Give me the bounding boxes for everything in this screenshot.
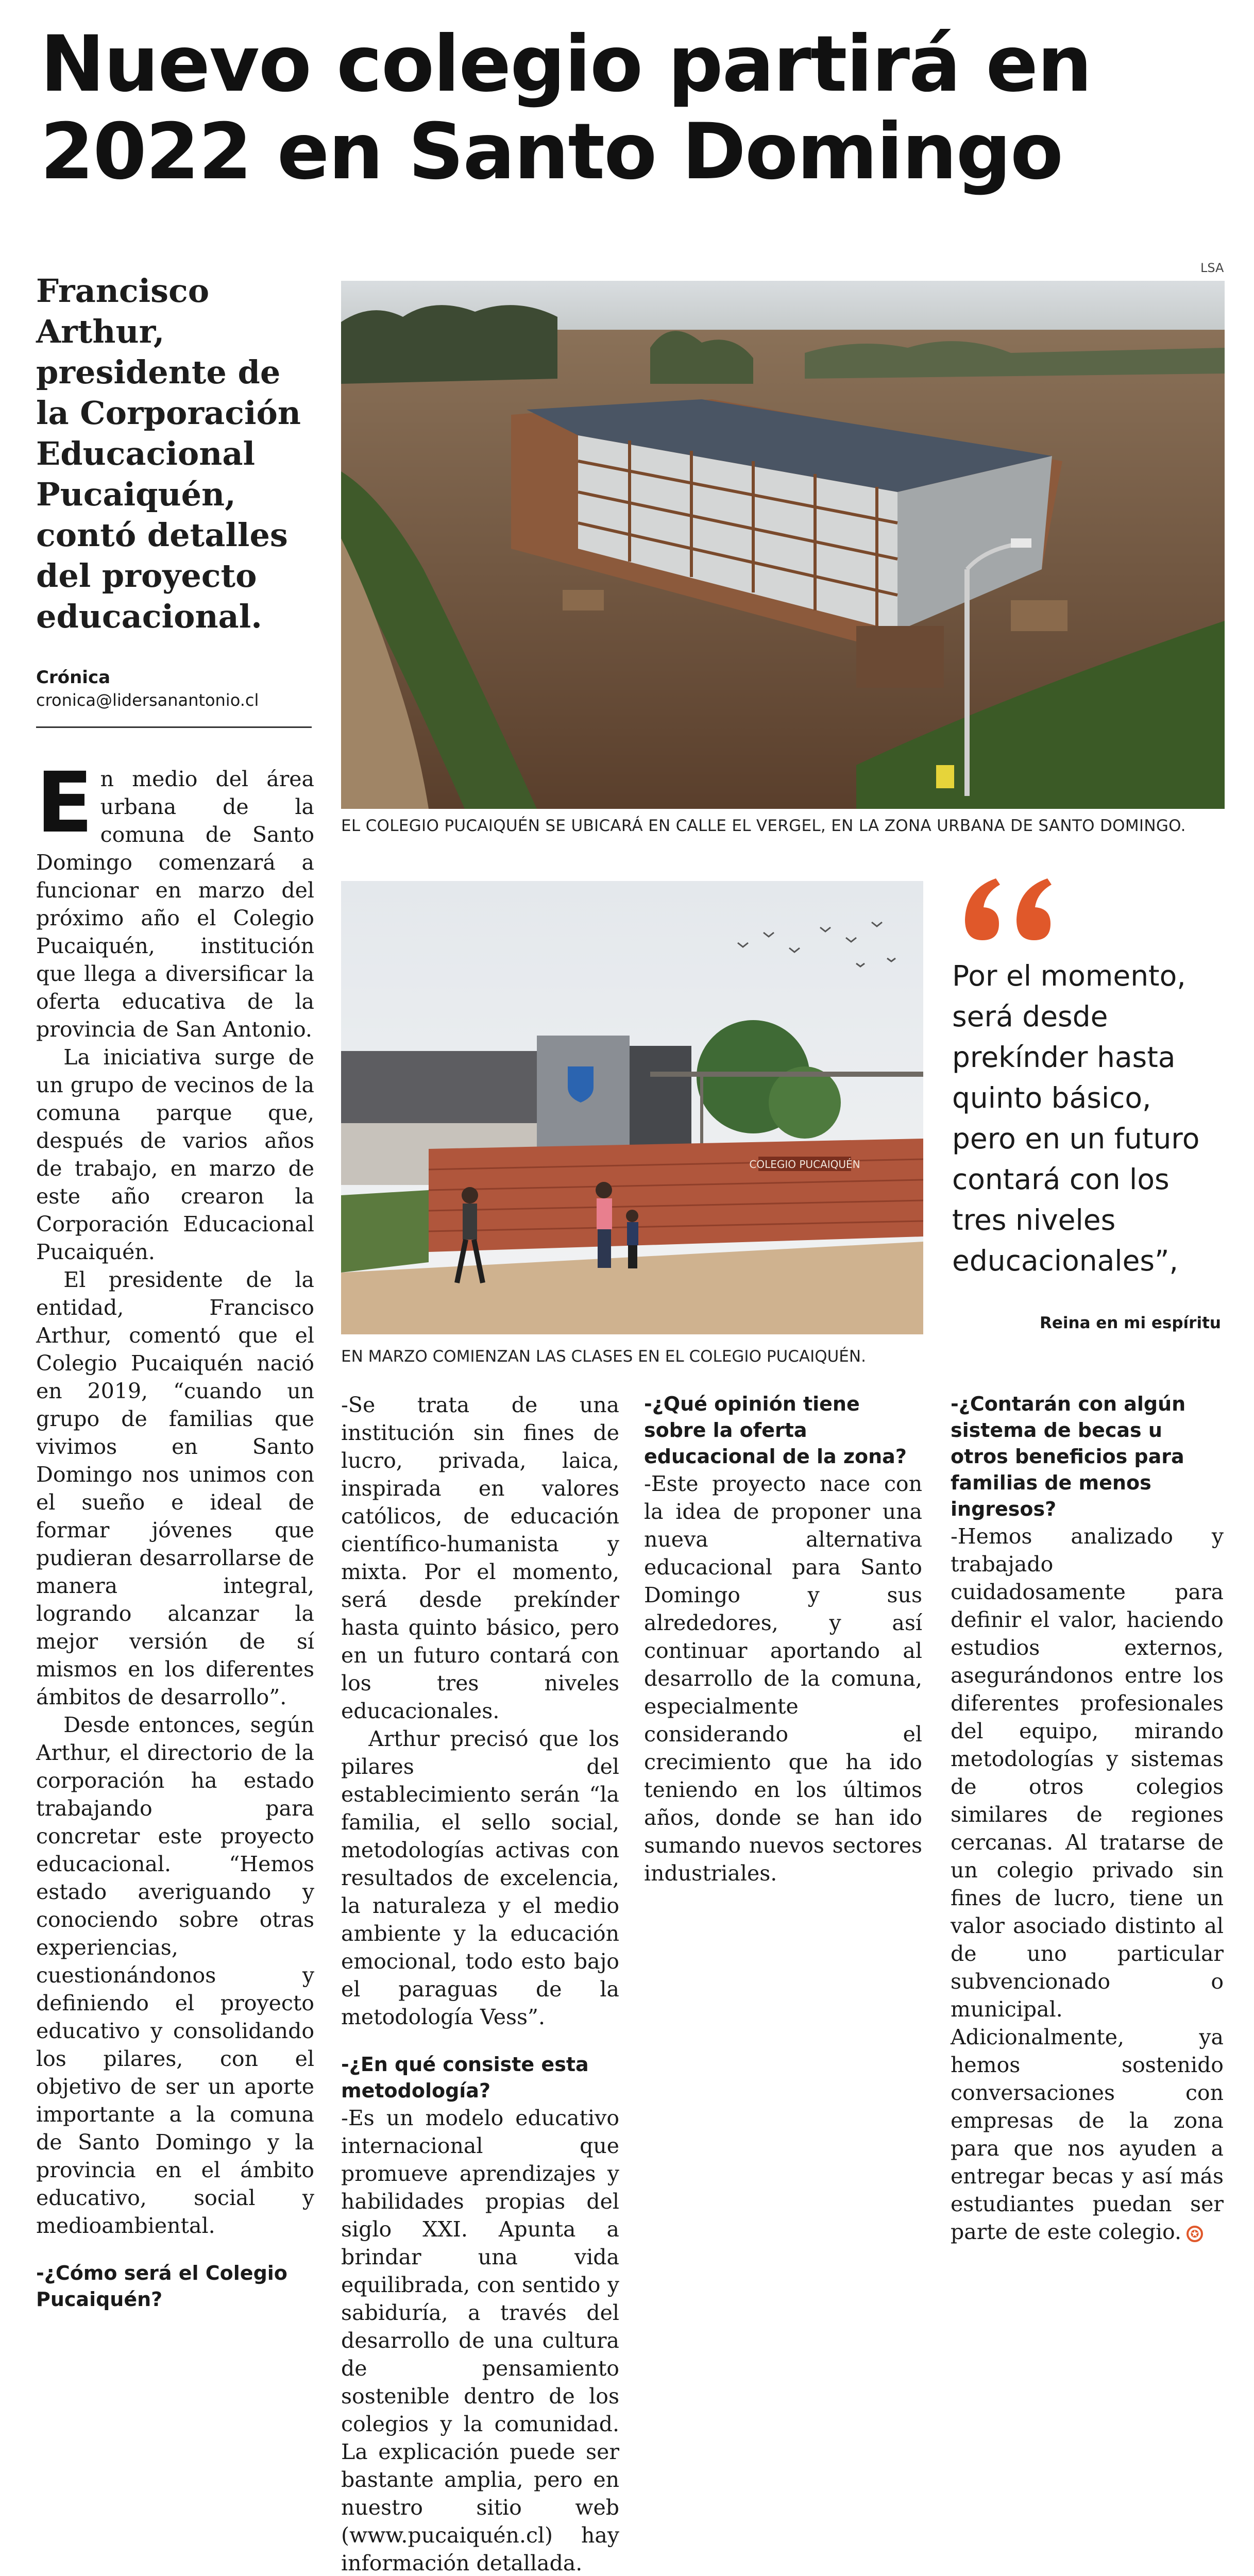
lead-summary: Francisco Arthur, presidente de la Corporación Educacional Pucaiquén, contó detalles del proyecto educacional. (36, 272, 301, 635)
drop-cap: E (36, 755, 93, 852)
body-column-2 (341, 1391, 619, 2576)
body-paragraph-4: Desde entonces, según Arthur, el directorio de la corporación ha estado trabajando para concretar este proyecto educacional. “Hemos estado averiguando y conociendo sobre otras experiencias, cuestionándonos y definiendo el proyecto educativo y consolidando los pilares, con el objetivo de ser un aporte importante a la comuna de Santo Domingo y la provincia en el ámbito educativo, social y medioambiental. (36, 1713, 314, 2238)
pull-quote: Por el momento, será desde prekínder hasta quinto básico, pero en un futuro contará con los tres niveles educacionales”, (952, 959, 1200, 1277)
byline-email: cronica@lidersanantonio.cl (36, 690, 259, 710)
interview-answer-4: -Hemos analizado y trabajado cuidadosamente para definir el valor, haciendo estudios externos, asegurándonos entre los diferentes profesionales del equipo, mirando metodologías y sistemas de otros colegios similares de regiones cercanas. Al tratarse de un colegio privado sin fines de lucro, tiene un valor asociado distinto al de uno particular subvencionado o municipal. Adicionalmente, ya hemos sostenido conversaciones con empresas de la zona para que nos ayuden a entregar becas y así más estudiantes puedan ser parte de este colegio. (951, 1524, 1224, 2244)
body-paragraph-2: La iniciativa surge de un grupo de vecinos de la comuna parque que, después de varios años de trabajo, en marzo de este año crearon la Corporación Educacional Pucaiquén. (36, 1045, 314, 1264)
body-paragraph-5: Arthur precisó que los pilares del establecimiento serán “la familia, el sello social, metodologías activas con resultados de excelencia, la naturaleza y el medio ambiente y la educación emocional, todo esto bajo el paraguas de la metodología Vess”. (341, 1726, 619, 2029)
interview-answer-3: -Este proyecto nace con la idea de proponer una nueva alternativa educacional para Santo Domingo y sus alrededores, y así continuar aportando al desarrollo de la comuna, especialmente considerando el crecimiento que ha ido teniendo en los últimos años, donde se han ido sumando nuevos sectores industriales. (644, 1471, 922, 1886)
quote-attribution: Reina en mi espíritu (1039, 1314, 1221, 1332)
headline: Nuevo colegio partirá en 2022 en Santo Domingo (40, 20, 1091, 197)
body-column-4 (951, 1391, 1224, 2246)
construction-site-photo (341, 281, 1225, 809)
byline-author: Crónica (36, 667, 111, 688)
body-paragraph-3: El presidente de la entidad, Francisco Arthur, comentó que el Colegio Pucaiquén nació en 2019, “cuando un grupo de familias que vivimos en Santo Domingo nos unimos con el sueño e ideal de formar jóvenes que pudieran desarrollarse de manera integral, logrando alcanzar la mejor versión de sí mismos en los diferentes ámbitos de desarrollo”. (36, 1267, 314, 1709)
interview-question-2: -¿En qué consiste esta metodología? (341, 2053, 589, 2102)
body-column-3 (644, 1391, 922, 1887)
body-column-1 (36, 755, 314, 2313)
interview-question-3: -¿Qué opinión tiene sobre la oferta educacional de la zona? (644, 1393, 907, 1468)
body-paragraph-1: n medio del área urbana de la comuna de Santo Domingo comenzará a funcionar en marzo del próximo año el Colegio Pucaiquén, institución que llega a diversificar la oferta educativa de la provincia de San Antonio. (36, 767, 314, 1042)
render-sign: COLEGIO PUCAIQUÉN (749, 1158, 860, 1171)
interview-question-4: -¿Contarán con algún sistema de becas u otros beneficios para familias de menos ingresos? (951, 1393, 1186, 1520)
interview-question-1: -¿Cómo será el Colegio Pucaiquén? (36, 2262, 287, 2311)
quote-mark-icon (956, 868, 1059, 945)
photo-credit: LSA (1200, 261, 1224, 275)
end-of-article-icon: ✪ (1187, 2226, 1203, 2242)
byline-divider (36, 726, 312, 728)
interview-answer-2: -Es un modelo educativo internacional que promueve aprendizajes y habilidades propias del siglo XXI. Apunta a brindar una vida equilibrada, con sentido y sabiduría, a través del desarrollo de una cultura de pensamiento sostenible dentro de los colegios y la comunidad. La explicación puede ser bastante amplia, pero en nuestro sitio web (www.pucaiquén.cl) hay información detallada. (341, 2106, 619, 2575)
photo-caption-2: EN MARZO COMIENZAN LAS CLASES EN EL COLEGIO PUCAIQUÉN. (341, 1347, 866, 1366)
interview-answer-1: -Se trata de una institución sin fines de lucro, privada, laica, inspirada en valores católicos, de educación científico-humanista y mixta. Por el momento, será desde prekínder hasta quinto básico, pero en un futuro contará con los tres niveles educacionales. (341, 1393, 619, 1723)
school-render-image (341, 881, 923, 1334)
photo-caption-1: EL COLEGIO PUCAIQUÉN SE UBICARÁ EN CALLE EL VERGEL, EN LA ZONA URBANA DE SANTO DOMINGO. (341, 817, 1186, 835)
